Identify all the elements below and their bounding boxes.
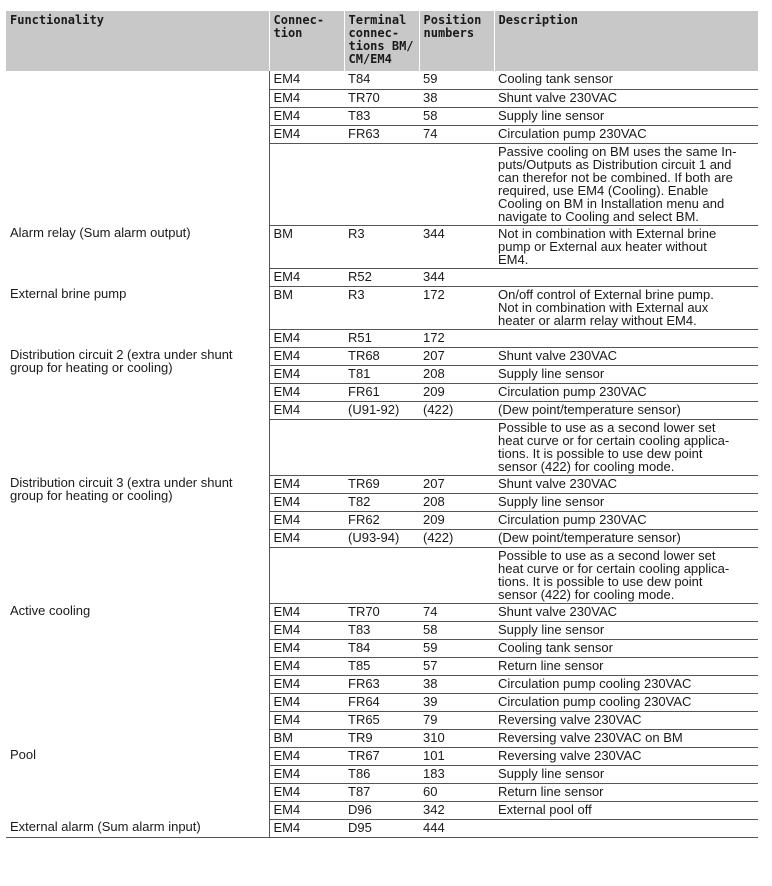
header-position: Position numbers [419, 11, 494, 71]
connection-cell: EM4 [269, 819, 344, 837]
position-cell: 101 [419, 747, 494, 765]
terminal-cell: R3 [344, 286, 419, 329]
functionality-cell: Distribution circuit 2 (extra under shunt group for heating or cooling) [6, 347, 269, 475]
terminal-cell: TR69 [344, 475, 419, 493]
terminal-cell: FR64 [344, 693, 419, 711]
table-row [6, 71, 758, 89]
header-terminal: Terminal connec- tions BM/ CM/EM4 [344, 11, 419, 71]
position-cell: 208 [419, 493, 494, 511]
terminal-cell: R3 [344, 225, 419, 268]
position-cell: 183 [419, 765, 494, 783]
position-cell: 58 [419, 621, 494, 639]
connection-cell: EM4 [269, 765, 344, 783]
description-cell: Supply line sensor [494, 493, 758, 511]
connection-cell: EM4 [269, 401, 344, 419]
terminal-cell: TR70 [344, 603, 419, 621]
position-cell: 172 [419, 329, 494, 347]
connection-cell: EM4 [269, 511, 344, 529]
connection-cell: EM4 [269, 603, 344, 621]
description-cell: Supply line sensor [494, 365, 758, 383]
terminal-cell: (U93-94) [344, 529, 419, 547]
description-cell: Reversing valve 230VAC [494, 711, 758, 729]
terminal-cell: D96 [344, 801, 419, 819]
connection-cell: BM [269, 286, 344, 329]
description-cell: Cooling tank sensor [494, 639, 758, 657]
terminal-cell [344, 419, 419, 475]
position-cell: 444 [419, 819, 494, 837]
table-row [6, 286, 758, 329]
terminal-cell: FR62 [344, 511, 419, 529]
connection-cell: EM4 [269, 329, 344, 347]
connection-cell: EM4 [269, 675, 344, 693]
functionality-cell: Pool [6, 747, 269, 819]
terminal-cell: D95 [344, 819, 419, 837]
terminal-cell: TR67 [344, 747, 419, 765]
position-cell: 38 [419, 89, 494, 107]
functionality-cell [6, 71, 269, 225]
description-cell: (Dew point/temperature sensor) [494, 401, 758, 419]
terminal-cell: T81 [344, 365, 419, 383]
description-cell: Circulation pump cooling 230VAC [494, 693, 758, 711]
functionality-cell: Distribution circuit 3 (extra under shunt group for heating or cooling) [6, 475, 269, 603]
position-cell: (422) [419, 401, 494, 419]
table-body [6, 71, 758, 837]
description-cell: Shunt valve 230VAC [494, 347, 758, 365]
description-cell: Possible to use as a second lower set heat curve or for certain cooling applica- tions. It is possible to use dew point sensor (422) for cooling mode. [494, 419, 758, 475]
position-cell: 207 [419, 475, 494, 493]
connection-cell: EM4 [269, 383, 344, 401]
connection-cell: EM4 [269, 125, 344, 143]
header-connection: Connec- tion [269, 11, 344, 71]
connection-cell: EM4 [269, 107, 344, 125]
table-row [6, 475, 758, 493]
position-cell: 172 [419, 286, 494, 329]
description-cell: Return line sensor [494, 657, 758, 675]
position-cell: 60 [419, 783, 494, 801]
connection-cell: EM4 [269, 801, 344, 819]
terminal-cell: FR63 [344, 675, 419, 693]
position-cell [419, 547, 494, 603]
connection-cell: EM4 [269, 639, 344, 657]
description-cell: Circulation pump 230VAC [494, 383, 758, 401]
terminal-cell: T82 [344, 493, 419, 511]
connection-cell [269, 547, 344, 603]
position-cell: 57 [419, 657, 494, 675]
connection-cell: EM4 [269, 693, 344, 711]
connection-cell: EM4 [269, 71, 344, 89]
position-cell: 209 [419, 511, 494, 529]
table-row [6, 819, 758, 837]
position-cell: 39 [419, 693, 494, 711]
functionality-cell: Alarm relay (Sum alarm output) [6, 225, 269, 286]
header-description: Description [494, 11, 758, 71]
connection-cell [269, 143, 344, 225]
terminal-cell: FR63 [344, 125, 419, 143]
connection-cell: EM4 [269, 365, 344, 383]
header-functionality: Functionality [6, 11, 269, 71]
position-cell: 344 [419, 225, 494, 268]
description-cell: (Dew point/temperature sensor) [494, 529, 758, 547]
connection-cell: EM4 [269, 783, 344, 801]
position-cell: 59 [419, 639, 494, 657]
description-cell: Return line sensor [494, 783, 758, 801]
terminal-cell: R52 [344, 268, 419, 286]
terminal-cell: T85 [344, 657, 419, 675]
connection-cell: EM4 [269, 657, 344, 675]
position-cell: 310 [419, 729, 494, 747]
terminal-cell: T86 [344, 765, 419, 783]
terminal-cell: T84 [344, 71, 419, 89]
description-cell: Shunt valve 230VAC [494, 89, 758, 107]
terminal-cell: T84 [344, 639, 419, 657]
table-row [6, 225, 758, 268]
table-row [6, 747, 758, 765]
position-cell: 342 [419, 801, 494, 819]
terminal-cell: R51 [344, 329, 419, 347]
terminal-cell: TR70 [344, 89, 419, 107]
functionality-cell: External alarm (Sum alarm input) [6, 819, 269, 837]
functionality-cell: Active cooling [6, 603, 269, 747]
table-header-row [6, 11, 758, 71]
terminal-cell: T83 [344, 621, 419, 639]
connection-cell: EM4 [269, 529, 344, 547]
description-cell: Shunt valve 230VAC [494, 603, 758, 621]
description-cell: Circulation pump 230VAC [494, 125, 758, 143]
description-cell: Reversing valve 230VAC on BM [494, 729, 758, 747]
table-row [6, 347, 758, 365]
table-row [6, 603, 758, 621]
connection-cell: EM4 [269, 89, 344, 107]
description-cell: Supply line sensor [494, 765, 758, 783]
description-cell: Shunt valve 230VAC [494, 475, 758, 493]
position-cell: 207 [419, 347, 494, 365]
description-cell: Cooling tank sensor [494, 71, 758, 89]
terminal-cell: T87 [344, 783, 419, 801]
position-cell: 79 [419, 711, 494, 729]
terminal-cell: (U91-92) [344, 401, 419, 419]
position-cell [419, 143, 494, 225]
connection-cell: EM4 [269, 621, 344, 639]
description-cell: Not in combination with External brine pump or External aux heater without EM4. [494, 225, 758, 268]
position-cell: 209 [419, 383, 494, 401]
terminal-cell: T83 [344, 107, 419, 125]
position-cell [419, 419, 494, 475]
terminal-cell: TR65 [344, 711, 419, 729]
description-cell: Reversing valve 230VAC [494, 747, 758, 765]
connection-cell: EM4 [269, 493, 344, 511]
position-cell: (422) [419, 529, 494, 547]
terminal-cell [344, 547, 419, 603]
position-cell: 74 [419, 125, 494, 143]
connection-cell: EM4 [269, 268, 344, 286]
terminal-cell: FR61 [344, 383, 419, 401]
terminal-cell: TR9 [344, 729, 419, 747]
position-cell: 74 [419, 603, 494, 621]
connection-cell: BM [269, 225, 344, 268]
description-cell: Circulation pump 230VAC [494, 511, 758, 529]
description-cell: On/off control of External brine pump. Not in combination with External aux heater or alarm relay without EM4. [494, 286, 758, 329]
functionality-cell: External brine pump [6, 286, 269, 347]
connection-cell: EM4 [269, 747, 344, 765]
description-cell [494, 329, 758, 347]
description-cell: Passive cooling on BM uses the same In- puts/Outputs as Distribution circuit 1 and can therefor not be combined. If both are required, use EM4 (Cooling). Enable Cooling on BM in Installation menu and navigate to Cooling and select BM. [494, 143, 758, 225]
connection-cell [269, 419, 344, 475]
description-cell [494, 268, 758, 286]
description-cell: Supply line sensor [494, 107, 758, 125]
terminal-cell [344, 143, 419, 225]
connection-cell: EM4 [269, 475, 344, 493]
position-cell: 38 [419, 675, 494, 693]
functionality-table [6, 11, 758, 838]
connection-cell: EM4 [269, 711, 344, 729]
description-cell: Possible to use as a second lower set heat curve or for certain cooling applica- tions. It is possible to use dew point sensor (422) for cooling mode. [494, 547, 758, 603]
position-cell: 59 [419, 71, 494, 89]
connection-cell: BM [269, 729, 344, 747]
description-cell: Supply line sensor [494, 621, 758, 639]
position-cell: 208 [419, 365, 494, 383]
description-cell [494, 819, 758, 837]
description-cell: Circulation pump cooling 230VAC [494, 675, 758, 693]
position-cell: 344 [419, 268, 494, 286]
terminal-cell: TR68 [344, 347, 419, 365]
connection-cell: EM4 [269, 347, 344, 365]
position-cell: 58 [419, 107, 494, 125]
description-cell: External pool off [494, 801, 758, 819]
